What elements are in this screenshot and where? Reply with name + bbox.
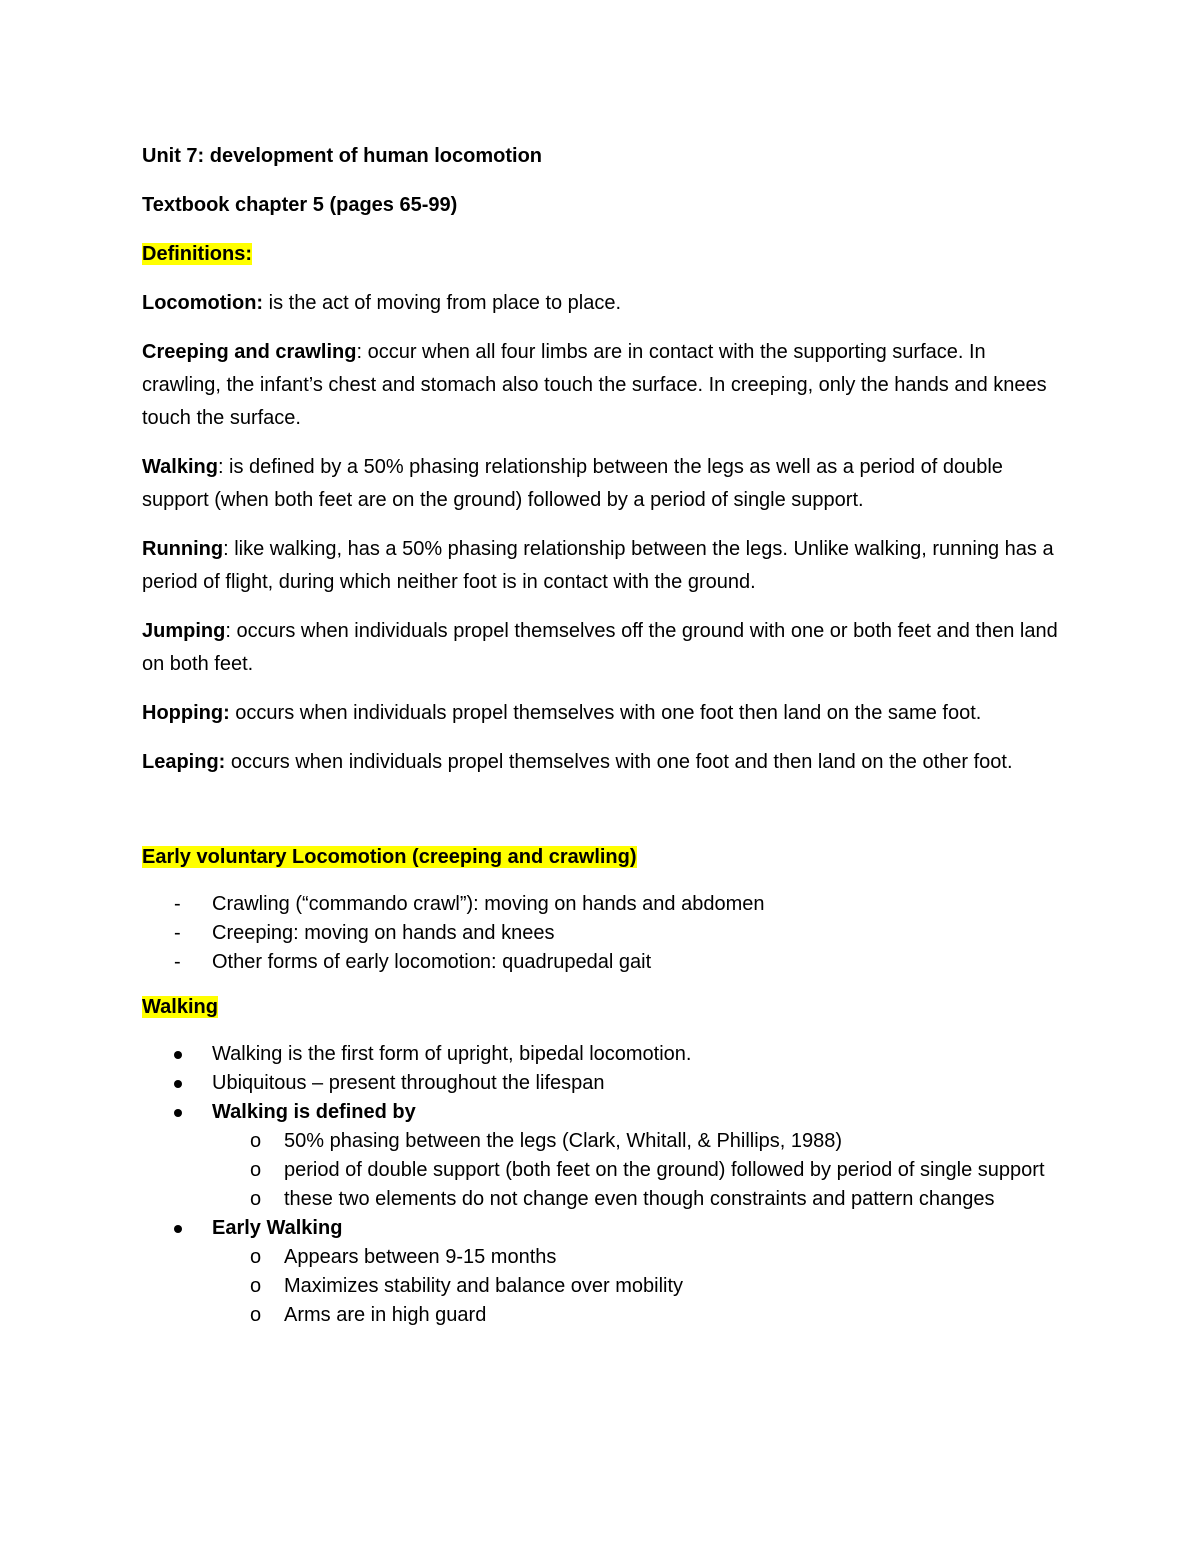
bullet-icon	[174, 1109, 182, 1117]
list-item	[142, 1040, 1062, 1069]
list-item	[142, 1214, 1062, 1243]
sublist-item-text: Appears between 9-15 months	[284, 1246, 557, 1268]
circle-bullet-icon: o	[250, 1304, 262, 1326]
document-title: Unit 7: development of human locomotion	[142, 145, 542, 167]
circle-bullet-icon: o	[250, 1246, 262, 1268]
dash-marker: -	[174, 922, 181, 944]
walking-list	[142, 1040, 1062, 1127]
circle-bullet-icon: o	[250, 1188, 262, 1210]
definition-term: Hopping:	[142, 702, 230, 724]
list-item	[142, 919, 1062, 948]
definition-text: : like walking, has a 50% phasing relationship between the legs. Unlike walking, running has a period of flight, during which neither foot is in contact with the ground.	[142, 538, 1054, 593]
definition-locomotion	[142, 287, 1062, 320]
list-item	[142, 1069, 1062, 1098]
list-item	[142, 948, 1062, 977]
list-item-text: Crawling (“commando crawl”): moving on hands and abdomen	[212, 893, 765, 915]
definition-leaping	[142, 746, 1062, 779]
sublist-item	[212, 1127, 1062, 1156]
list-item	[142, 890, 1062, 919]
sublist-item	[212, 1272, 1062, 1301]
sublist-item	[212, 1156, 1062, 1185]
definition-creeping-crawling	[142, 336, 1062, 435]
definition-term: Walking	[142, 456, 218, 478]
list-item-text: Creeping: moving on hands and knees	[212, 922, 555, 944]
list-item	[142, 1098, 1062, 1127]
sublist-item-text: period of double support (both feet on the ground) followed by period of single support	[284, 1159, 1045, 1181]
sublist-item	[212, 1185, 1062, 1214]
walking-heading: Walking	[142, 996, 218, 1018]
early-locomotion-heading: Early voluntary Locomotion (creeping and crawling)	[142, 846, 637, 868]
document-subtitle: Textbook chapter 5 (pages 65-99)	[142, 194, 458, 216]
definition-term: Creeping and crawling	[142, 341, 357, 363]
list-item-text: Ubiquitous – present throughout the lifespan	[212, 1072, 605, 1094]
list-item-text: Walking is defined by	[212, 1101, 416, 1123]
early-locomotion-list	[142, 890, 1062, 977]
circle-bullet-icon: o	[250, 1159, 262, 1181]
list-item-text: Walking is the first form of upright, bipedal locomotion.	[212, 1043, 692, 1065]
definition-running	[142, 533, 1062, 599]
dash-marker: -	[174, 951, 181, 973]
sublist-item	[212, 1243, 1062, 1272]
definitions-heading: Definitions:	[142, 243, 252, 265]
sublist-item-text: these two elements do not change even though constraints and pattern changes	[284, 1188, 995, 1210]
circle-bullet-icon: o	[250, 1130, 262, 1152]
document-body	[142, 140, 1062, 1330]
definition-term: Locomotion:	[142, 292, 264, 314]
list-item-text: Other forms of early locomotion: quadrupedal gait	[212, 951, 652, 973]
definition-text: occurs when individuals propel themselves with one foot and then land on the other foot.	[225, 751, 1013, 773]
sublist-item-text: Maximizes stability and balance over mobility	[284, 1275, 684, 1297]
definition-text: : occurs when individuals propel themselves off the ground with one or both feet and then land on both feet.	[142, 620, 1058, 675]
early-walking-sublist	[142, 1243, 1062, 1330]
definition-text: occurs when individuals propel themselves with one foot then land on the same foot.	[229, 702, 982, 724]
bullet-icon	[174, 1225, 182, 1233]
definition-text: is the act of moving from place to place.	[263, 292, 622, 314]
definition-hopping	[142, 697, 1062, 730]
definition-text: : is defined by a 50% phasing relationship between the legs as well as a period of double support (when both feet are on the ground) followed by a period of single support.	[142, 456, 1003, 511]
sublist-item-text: Arms are in high guard	[284, 1304, 487, 1326]
walking-defined-sublist	[142, 1127, 1062, 1214]
walking-list-continued	[142, 1214, 1062, 1243]
sublist-item-text: 50% phasing between the legs (Clark, Whitall, & Phillips, 1988)	[284, 1130, 843, 1152]
definition-walking	[142, 451, 1062, 517]
dash-marker: -	[174, 893, 181, 915]
definition-text: : occur when all four limbs are in contact with the supporting surface. In crawling, the infant’s chest and stomach also touch the surface. In creeping, only the hands and knees touch the surface.	[142, 341, 1047, 429]
list-item-text: Early Walking	[212, 1217, 343, 1239]
definition-term: Jumping	[142, 620, 226, 642]
bullet-icon	[174, 1051, 182, 1059]
definition-term: Running	[142, 538, 224, 560]
definition-jumping	[142, 615, 1062, 681]
circle-bullet-icon: o	[250, 1275, 262, 1297]
sublist-item	[212, 1301, 1062, 1330]
definition-term: Leaping:	[142, 751, 226, 773]
bullet-icon	[174, 1080, 182, 1088]
